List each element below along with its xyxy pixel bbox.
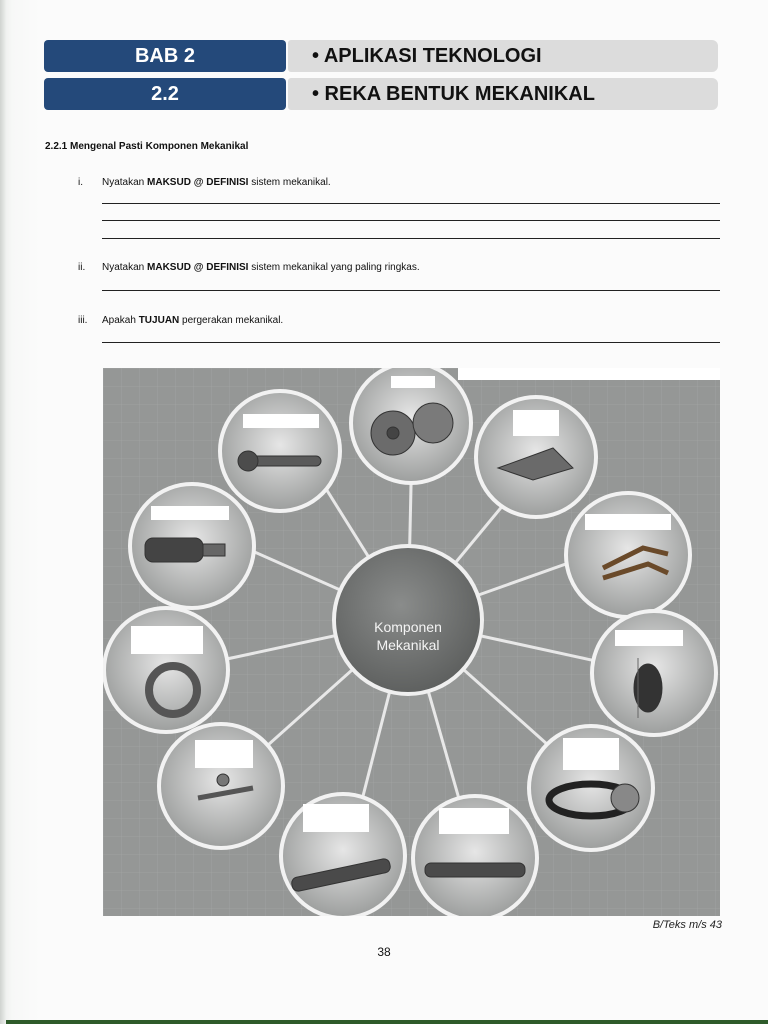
- section-title: • REKA BENTUK MEKANIKAL: [288, 78, 718, 110]
- diagram-center-label-2: Mekanikal: [376, 637, 440, 653]
- question-number: ii.: [78, 262, 86, 273]
- question-text: Nyatakan: [102, 177, 148, 188]
- question-number: iii.: [78, 315, 88, 326]
- question-text: pergerakan mekanikal.: [179, 315, 284, 326]
- answer-line[interactable]: [102, 290, 720, 291]
- question-number: i.: [78, 177, 83, 188]
- question-text: sistem mekanikal yang paling ringkas.: [248, 262, 420, 273]
- chapter-label: BAB 2: [44, 40, 286, 72]
- question-text: Apakah: [102, 315, 139, 326]
- answer-line[interactable]: [102, 238, 720, 239]
- answer-line[interactable]: [102, 203, 720, 204]
- question-keyword: TUJUAN: [138, 315, 180, 326]
- answer-line[interactable]: [102, 342, 720, 343]
- section-label: 2.2: [44, 78, 286, 110]
- textbook-reference: B/Teks m/s 43: [652, 919, 722, 931]
- page-number: 38: [377, 945, 391, 959]
- diagram-center-label-1: Komponen: [374, 619, 442, 635]
- question-3: [78, 315, 283, 326]
- question-text: sistem mekanikal.: [248, 177, 331, 188]
- chapter-title: • APLIKASI TEKNOLOGI: [288, 40, 718, 72]
- page-edge: [0, 0, 6, 1024]
- question-2: [78, 262, 420, 273]
- mechanical-components-diagram: [103, 368, 720, 916]
- subsection-title: 2.2.1 Mengenal Pasti Komponen Mekanikal: [45, 141, 249, 152]
- question-keyword: MAKSUD @ DEFINISI: [147, 262, 249, 273]
- question-text: Nyatakan: [102, 262, 148, 273]
- answer-line[interactable]: [102, 220, 720, 221]
- question-keyword: MAKSUD @ DEFINISI: [147, 177, 249, 188]
- question-1: [78, 177, 331, 188]
